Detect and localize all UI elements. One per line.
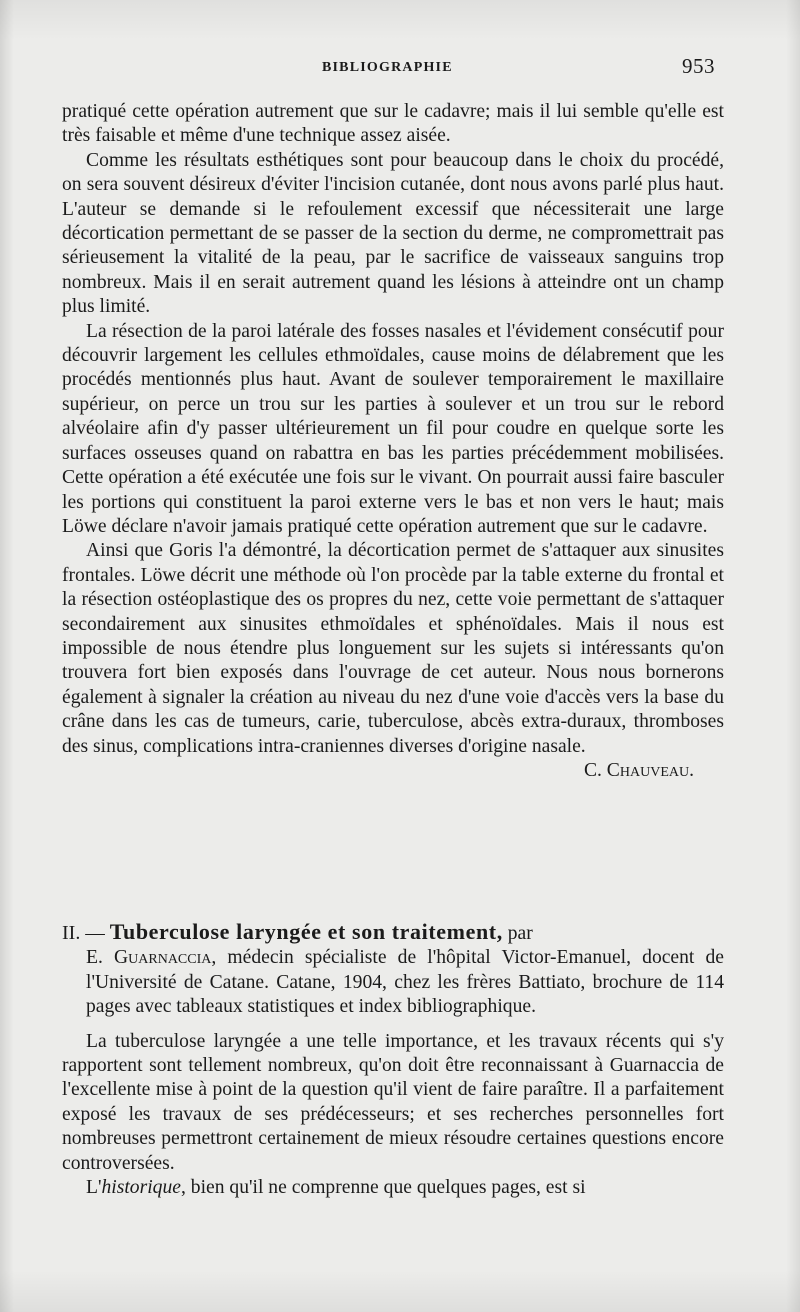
paragraph-lead: L' <box>86 1177 102 1199</box>
running-head <box>0 54 800 82</box>
paragraph: Comme les résultats esthétiques sont pour beaucoup dans le choix du procédé, on sera souvent désireux d'éviter l'incision cutanée, dont nous avons parlé plus haut. L'auteur se demande si le refoulement excessif que nécessiterait une large décortication permettant de se passer de la section du derme, ne compromettrait pas sérieusement la vitalité de la peau, par le sacrifice de vaisseaux sanguins trop nombreux. Mais il en serait autrement quand les lésions à atteindre ont un champ plus limité. <box>62 149 724 318</box>
review-title: Tuberculose laryngée et son traitement, <box>109 919 503 944</box>
paragraph: Ainsi que Goris l'a démontré, la décortication permet de s'attaquer aux sinusites frontales. Löwe décrit une méthode où l'on procède par la table externe du frontal et la résection ostéoplastique des os propres du nez, cette voie permettant de s'attaquer secondairement aux sinusites ethmoïdales et sphénoïdales. Mais il nous est impossible de nous étendre plus longuement sur les sujets si intéressants qu'on trouvera fort bien exposés dans l'ouvrage de cet auteur. Nous nous bornerons également à signaler la création au niveau du nez d'une voie d'accès vers la base du crâne dans les cas de tumeurs, carie, tuberculose, abcès extra-duraux, thromboses des sinus, complications intra-craniennes diverses d'origine nasale. <box>62 540 724 757</box>
running-head-title: BIBLIOGRAPHIE <box>322 60 453 75</box>
review-by: par <box>507 923 533 944</box>
paragraph: La résection de la paroi latérale des fosses nasales et l'évidement consécutif pour découvrir largement les cellules ethmoïdales, cause moins de délabrement que les procédés mentionnés plus haut. Avant de soulever temporairement le maxillaire supérieur, on perce un trou sur les parties à soulever et un trou sur le rebord alvéolaire afin d'y passer ultérieurement un fil pour coudre en quelque sorte les surfaces osseuses quand on rabattra en bas les parties précédemment mobilisées. Cette opération a été exécutée une fois sur le vivant. On pourrait aussi faire basculer les portions qui constituent la paroi externe vers le bas et non vers le haut; mais Löwe déclare n'avoir jamais pratiqué cette opération autrement que sur le cadavre. <box>62 320 724 537</box>
review-dash: — <box>85 923 105 944</box>
paragraph: pratiqué cette opération autrement que sur le cadavre; mais il lui semble qu'elle est très faisable et même d'une technique assez aisée. <box>62 101 724 147</box>
italic-term: historique <box>101 1177 181 1199</box>
page-number: 953 <box>682 54 715 78</box>
signature <box>62 759 724 783</box>
citation-text: , médecin spécialiste de l'hôpital Victor-Emanuel, docent de l'Université de Catane. Catane, 1904, chez les frères Battiato, brochure de 114 pages avec tableaux statistiques et index bibliographique. <box>86 947 724 1018</box>
author-name: E. Guarnaccia <box>86 947 212 969</box>
review-heading <box>62 920 724 946</box>
paragraph-rest: , bien qu'il ne comprenne que quelques pages, est si <box>180 1177 586 1199</box>
review-citation <box>62 946 724 1019</box>
paragraph <box>62 1176 724 1200</box>
reviewer-name: C. Chauveau. <box>583 759 694 781</box>
review-entry <box>62 920 724 1200</box>
review-number: II. <box>62 922 81 944</box>
paragraph: La tuberculose laryngée a une telle importance, et les travaux récents qui s'y rapportent sont tellement nombreux, qu'on doit être reconnaissant à Guarnaccia de l'excellente mise à point de la question qu'il vient de faire paraître. Il a parfaitement exposé les travaux de ses prédécesseurs; et ses recherches personnelles fort nombreuses permettront certainement de mieux résoudre certaines questions encore controversées. <box>62 1030 724 1174</box>
review-continuation <box>62 100 724 783</box>
